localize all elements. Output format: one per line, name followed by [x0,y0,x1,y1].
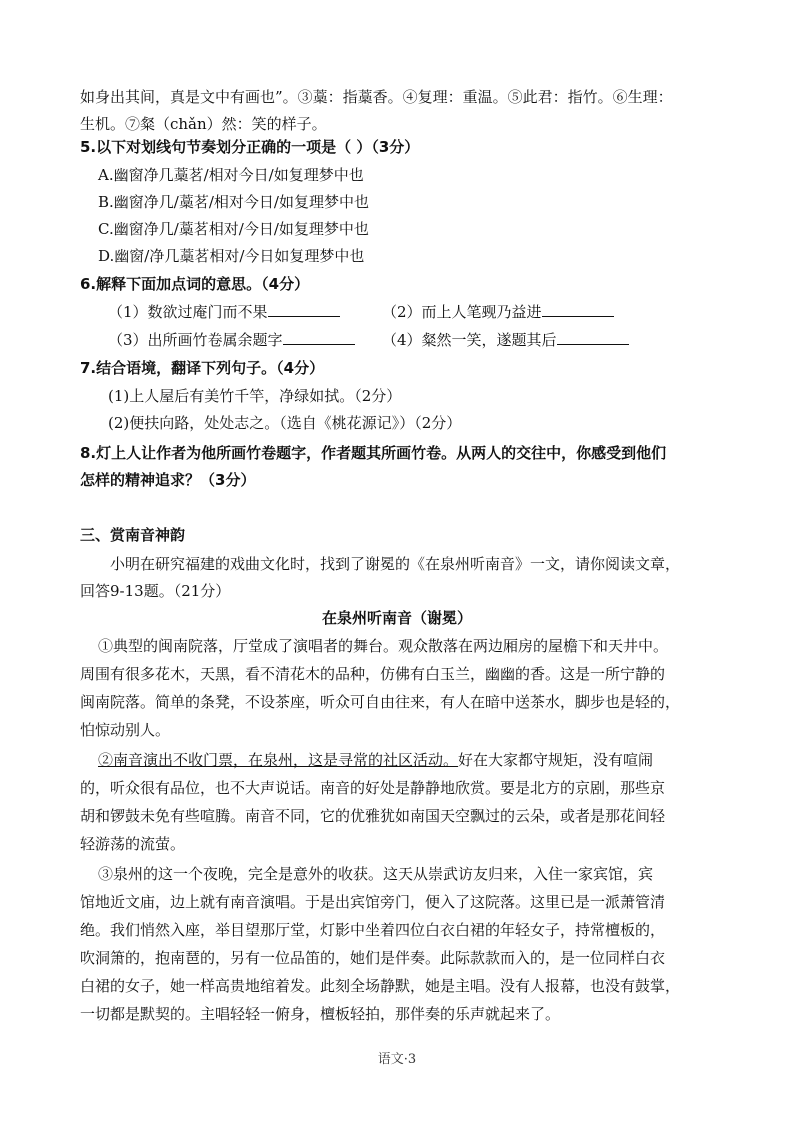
paragraph-3-line-6: 一切都是默契的。主唱轻轻一俯身，檀板轻拍，那伴奏的乐声就起来了。 [80,1005,561,1023]
annotation-line-1: 如身出其间，真是文中有画也”。③藁：指藁香。④复理：重温。⑤此君：指竹。⑥生理： [80,88,673,106]
question-5-option-d: D.幽窗/净几藁茗相对/今日如复理梦中也 [98,247,365,265]
question-6-stem: 6.解释下面加点词的意思。（4分） [80,275,310,293]
paragraph-3-line-2: 馆地近文庙，边上就有南音演唱。于是出宾馆旁门，便入了这院落。这里已是一派萧管清 [80,893,666,911]
question-5-option-a: A.幽窗净几藁茗/相对今日/如复理梦中也 [98,166,364,184]
paragraph-3-line-1: ③泉州的这一个夜晚，完全是意外的收获。这天从崇武访友归来，入住一家宾馆，宾 [98,865,654,883]
underlined-sentence: ②南音演出不收门票，在泉州，这是寻常的社区活动。 [98,751,459,769]
answer-blank[interactable] [283,330,355,345]
paragraph-3-line-3: 绝。我们悄然入座，举目望那厅堂，灯影中坐着四位白衣白裙的年轻女子，持常檀板的， [80,921,666,939]
question-7-stem: 7.结合语境，翻译下列句子。（4分） [80,359,325,377]
question-5-option-c: C.幽窗净几/藁茗相对/今日/如复理梦中也 [98,220,369,238]
annotation-line-2: 生机。⑦粲（chǎn）然：笑的样子。 [80,115,327,133]
paragraph-1-line-1: ①典型的闽南院落，厅堂成了演唱者的舞台。观众散落在两边厢房的屋檐下和天井中。 [98,637,669,655]
paragraph-1-line-4: 怕惊动别人。 [80,721,171,739]
question-6-item-4 [382,327,629,353]
paragraph-3-line-5: 白裙的女子，她一样高贵地绾着发。此刻全场静默，她是主唱。没有人报幕，也没有鼓掌， [80,977,681,995]
paragraph-2-line-2: 的，听众很有品位，也不大声说话。南音的好处是静静地欣赏。要是北方的京剧，那些京 [80,779,666,797]
paragraph-1-line-2: 周围有很多花木，天黑，看不清花木的品种，仿佛有白玉兰，幽幽的香。这是一所宁静的 [80,665,666,683]
paragraph-2-line-1-rest: 好在大家都守规矩，没有喧闹 [458,751,654,769]
paragraph-2-line-3: 胡和锣鼓未免有些喧腾。南音不同，它的优雅犹如南国天空飘过的云朵，或者是那花间轻 [80,807,666,825]
question-6-item-2-text: （2）而上人笔觋乃益进 [382,303,542,321]
question-8-line-2: 怎样的精神追求？（3分） [80,471,256,489]
article-title: 在泉州听南音（谢冕） [321,609,472,627]
page-footer: 语文·3 [377,1052,417,1067]
paragraph-2-line-4: 轻游荡的流萤。 [80,835,186,853]
question-7-item-1: (1)上人屋后有美竹千竿，净绿如拭。（2分） [108,387,402,405]
answer-blank[interactable] [542,302,614,317]
answer-blank[interactable] [268,302,340,317]
section-3-intro-1: 小明在研究福建的戏曲文化时，找到了谢冕的《在泉州听南音》一文，请你阅读文章， [110,555,681,573]
question-6-item-1 [108,299,340,325]
question-6-item-3-text: （3）出所画竹卷属余题字 [108,331,283,349]
paragraph-2-line-1 [98,747,653,773]
question-6-item-2 [382,299,614,325]
paragraph-1-line-3: 闽南院落。简单的条凳，不设茶座，听众可自由往来，有人在暗中送茶水，脚步也是轻的， [80,693,681,711]
paragraph-3-line-4: 吹洞箫的，抱南琶的，另有一位品笛的，她们是伴奏。此际款款而入的，是一位同样白衣 [80,949,666,967]
question-6-item-4-text: （4）粲然一笑，遂题其后 [382,331,557,349]
question-5-option-b: B.幽窗净几/藁茗/相对今日/如复理梦中也 [98,193,369,211]
question-6-item-3 [108,327,355,353]
answer-blank[interactable] [557,330,629,345]
question-7-item-2: (2)便扶向路，处处志之。（选自《桃花源记》）（2分） [108,414,462,432]
section-3-intro-2: 回答9-13题。（21分） [80,582,231,600]
question-6-item-1-text: （1）数欲过庵门而不果 [108,303,268,321]
question-5-stem: 5.以下对划线句节奏划分正确的一项是（ ）（3分） [80,138,420,156]
section-3-heading: 三、赏南音神韵 [80,526,186,544]
question-8-line-1: 8.灯上人让作者为他所画竹卷题字，作者题其所画竹卷。从两人的交往中，你感受到他们 [80,444,667,462]
